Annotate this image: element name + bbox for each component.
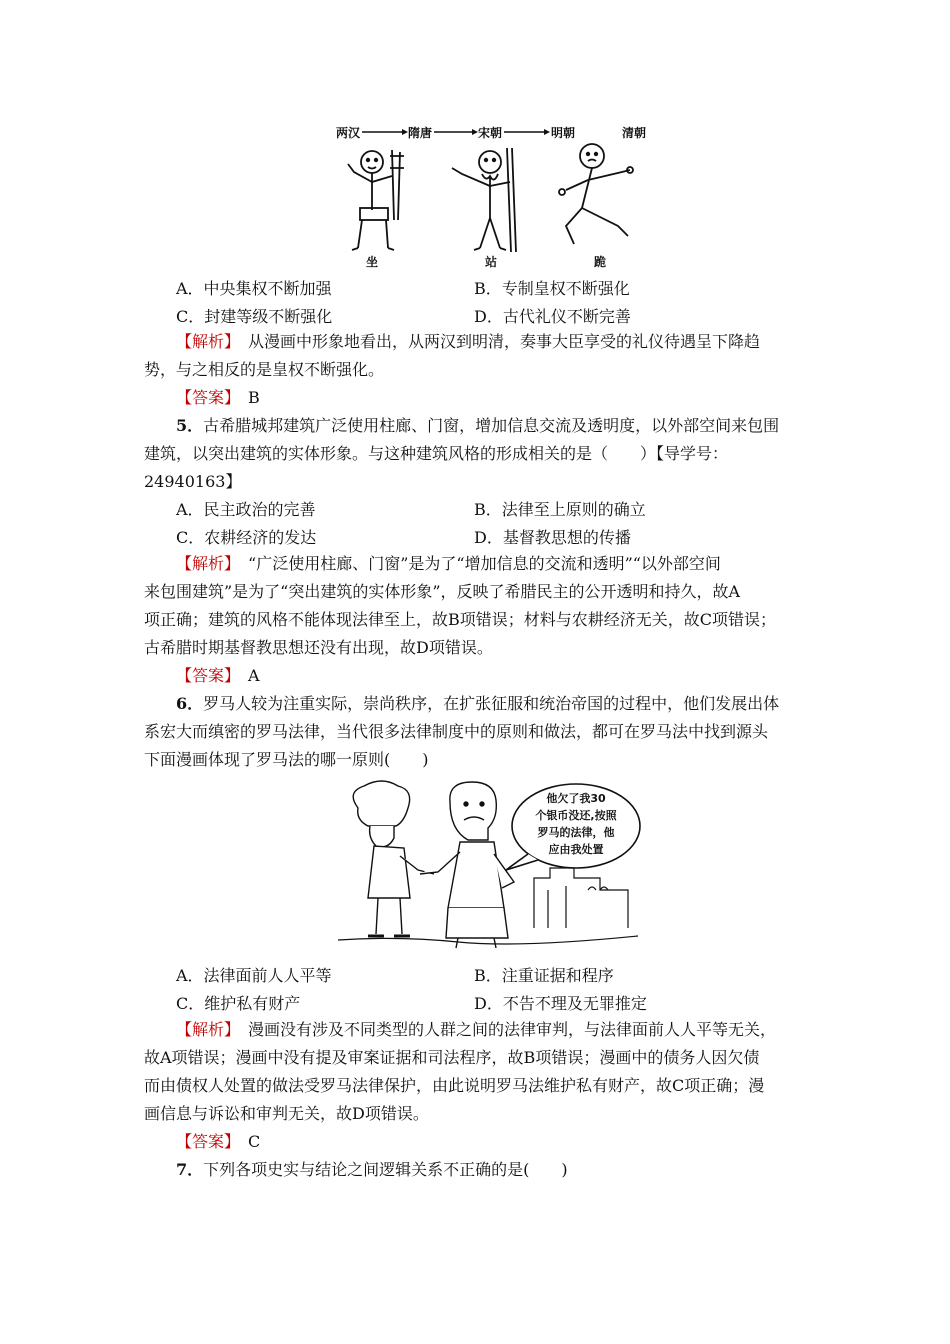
q6-stem: [144, 690, 810, 774]
sitting-figure: [348, 150, 404, 250]
q5-stem-line-1: 古希腊城邦建筑广泛使用柱廊、门窗，增加信息交流及透明度，以外部空间来包围: [203, 416, 780, 435]
roman-law-cartoon: [338, 778, 644, 954]
q6-analysis-line-4: 画信息与诉讼和审判无关，故D项错误。: [144, 1104, 429, 1123]
q5-analysis: [144, 550, 810, 662]
q6-option-a: A．法律面前人人平等: [176, 966, 332, 985]
q6-option-b: B．注重证据和程序: [474, 966, 614, 985]
bubble-line-3: 罗马的法律，他: [537, 826, 615, 839]
q5-option-a: A．民主政治的完善: [176, 500, 316, 519]
q7-stem-text: 下列各项史实与结论之间逻辑关系不正确的是( ): [203, 1160, 568, 1179]
q5-option-c: C．农耕经济的发达: [176, 528, 317, 547]
analysis-tag: 【解析】: [176, 1020, 233, 1039]
q4-analysis: [144, 328, 810, 384]
q5-stem-line-2: 建筑，以突出建筑的实体形象。与这种建筑风格的形成相关的是（ ）【导学号：: [144, 444, 729, 463]
q5-answer: [144, 662, 810, 690]
q5-analysis-line-2: 来包围建筑”是为了“突出建筑的实体形象”，反映了希腊民主的公开透明和持久，故A: [144, 582, 741, 601]
dynasty-posture-cartoon: [330, 120, 660, 270]
q5-analysis-line-3: 项正确；建筑的风格不能体现法律至上，故B项错误；材料与农耕经济无关，故C项错误；: [144, 610, 777, 629]
q5-stem-line-3: 24940163】: [144, 472, 242, 491]
q6-option-c: C．维护私有财产: [176, 994, 301, 1013]
q5-number: 5．: [176, 416, 204, 435]
q5-analysis-line-1: “广泛使用柱廊、门窗”是为了“增加信息的交流和透明”“以外部空间: [248, 554, 721, 573]
dynasty-label-suitang: 隋唐: [408, 126, 433, 140]
analysis-tag: 【解析】: [176, 332, 233, 351]
posture-label-stand: 站: [485, 255, 498, 269]
q5-option-d: D．基督教思想的传播: [474, 528, 631, 547]
q5-analysis-line-4: 古希腊时期基督教思想还没有出现，故D项错误。: [144, 638, 493, 657]
q6-answer-value: C: [248, 1132, 261, 1151]
creditor-figure: [420, 782, 514, 948]
q6-analysis: [144, 1016, 810, 1128]
q6-number: 6．: [176, 694, 204, 713]
dynasty-label-han: 两汉: [336, 126, 361, 140]
analysis-tag: 【解析】: [176, 554, 233, 573]
q6-answer: [144, 1128, 810, 1156]
answer-tag: 【答案】: [176, 388, 233, 407]
answer-tag: 【答案】: [176, 666, 233, 685]
posture-label-sit: 坐: [366, 255, 379, 269]
q7-number: 7．: [176, 1160, 204, 1179]
kneeling-figure: [559, 144, 633, 244]
q4-option-b: B．专制皇权不断强化: [474, 279, 630, 298]
bubble-line-4: 应由我处置: [548, 843, 604, 856]
q4-option-a: A．中央集权不断加强: [176, 279, 332, 298]
timeline-arrows: [362, 129, 550, 135]
q6-analysis-line-3: 而由债权人处置的做法受罗马法律保护，由此说明罗马法维护私有财产，故C项正确；漫: [144, 1076, 765, 1095]
q4-analysis-line-2: 势，与之相反的是皇权不断强化。: [144, 360, 385, 379]
q6-stem-line-3: 下面漫画体现了罗马法的哪一原则( ): [144, 750, 429, 769]
dynasty-label-song: 宋朝: [478, 126, 503, 140]
bubble-line-2: 个银币没还,按照: [535, 809, 617, 822]
q6-stem-line-1: 罗马人较为注重实际，崇尚秩序，在扩张征服和统治帝国的过程中，他们发展出体: [203, 694, 780, 713]
dynasty-label-ming: 明朝: [551, 126, 576, 140]
q6-option-d: D．不告不理及无罪推定: [474, 994, 647, 1013]
q6-stem-line-2: 系宏大而缜密的罗马法律，当代很多法律制度中的原则和做法，都可在罗马法中找到源头: [144, 722, 769, 741]
q4-option-c: C．封建等级不断强化: [176, 307, 333, 326]
q4-answer-value: B: [248, 388, 260, 407]
q7-stem: [144, 1156, 810, 1184]
q5-stem: [144, 412, 810, 496]
answer-tag: 【答案】: [176, 1132, 233, 1151]
q6-analysis-line-2: 故A项错误；漫画中没有提及审案证据和司法程序，故B项错误；漫画中的债务人因欠债: [144, 1048, 760, 1067]
bubble-line-1: 他欠了我30: [546, 792, 606, 805]
debtor-figure: [353, 781, 434, 936]
q4-option-d: D．古代礼仪不断完善: [474, 307, 631, 326]
standing-figure: [452, 148, 516, 252]
posture-label-kneel: 跪: [594, 255, 607, 269]
q4-analysis-line-1: 从漫画中形象地看出，从两汉到明清，奏事大臣享受的礼仪待遇呈下降趋: [248, 332, 761, 351]
q5-answer-value: A: [248, 666, 260, 685]
q4-answer: [144, 384, 810, 412]
q6-analysis-line-1: 漫画没有涉及不同类型的人群之间的法律审判，与法律面前人人平等无关，: [248, 1020, 777, 1039]
dynasty-label-qing: 清朝: [622, 126, 647, 140]
q5-option-b: B．法律至上原则的确立: [474, 500, 646, 519]
